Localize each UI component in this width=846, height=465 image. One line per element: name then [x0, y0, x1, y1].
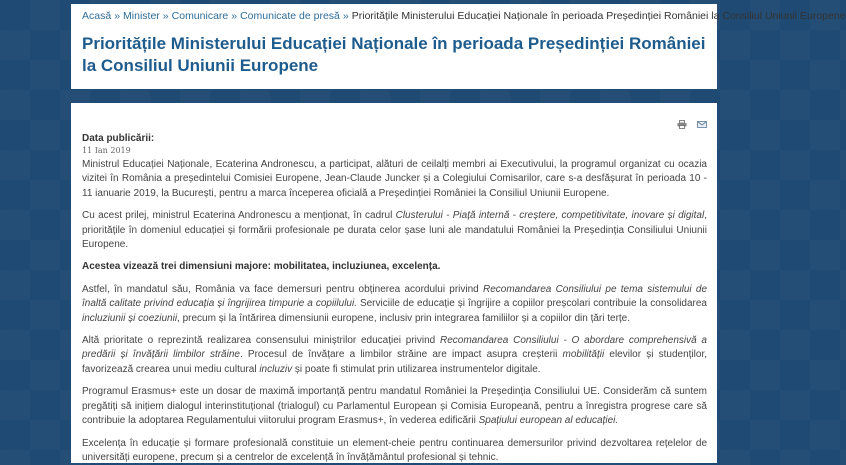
article-paragraph	[82, 209, 707, 252]
page-title: Prioritățile Ministerului Educației Naționale în perioada Președinției României la Consiliul Uniunii Europene	[82, 33, 706, 77]
article-card	[71, 103, 717, 463]
text-run: Programul Erasmus+ este un dosar de maximă importanță pentru mandatul României la Președinția Consiliului UE. Considerăm că suntem pregătiți să inițiem dialogul interinstituțional (trialogul) cu Parlamentul European și Comisia Europeană, pentru a înregistra progrese care să contribuie la adoptarea Regulamentului viitorului program Erasmus+, în vederea edificării	[82, 386, 707, 426]
text-run: Astfel, în mandatul său, România va face demersuri pentru obținerea acordului privind	[82, 284, 483, 295]
text-run: . Procesul de învățare a limbilor străine are impact asupra creșterii	[240, 349, 563, 360]
breadcrumb-separator: »	[231, 10, 237, 22]
published-label: Data publicării:	[82, 133, 707, 145]
article-paragraph	[82, 334, 707, 377]
emphasis-text: Spațiului european al educației.	[479, 415, 619, 426]
breadcrumb-separator: »	[163, 10, 169, 22]
text-run: Cu acest prilej, ministrul Ecaterina Andronescu a menționat, în cadrul	[82, 210, 396, 221]
emphasis-text: incluziv	[259, 364, 292, 375]
breadcrumb	[82, 9, 706, 23]
breadcrumb-separator: »	[114, 10, 120, 22]
article-paragraph: Ministrul Educației Naționale, Ecaterina Andronescu, a participat, alături de ceilalți membri ai Executivului, la programul organizat cu ocazia vizitei în România a președintelui Comisiei Europene, Jean-Claude Juncker și a Colegiului Comisarilor, care s-a desfășurat în perioada 10 - 11 ianuarie 2019, la București, pentru a marca începerea oficială a Președinției României la Consiliul Uniunii Europene.	[82, 158, 707, 201]
breadcrumb-comunicare-link[interactable]: Comunicare	[172, 10, 229, 22]
print-icon[interactable]	[677, 116, 687, 125]
article-tools	[677, 116, 707, 125]
breadcrumb-home-link[interactable]: Acasă	[82, 10, 111, 22]
text-run: Altă prioritate o reprezintă realizarea consensului miniștrilor educației privind	[82, 335, 440, 346]
emphasis-text: Recomandarea Consiliului pe tema sistemului de înaltă calitate privind educația și îngrijirea timpurie a copiilului.	[82, 284, 707, 309]
text-run: , precum și la întărirea dimensiunii europene, inclusiv prin integrarea familiilor și a copiilor din țări terțe.	[177, 313, 630, 324]
text-run: și poate fi stimulat prin utilizarea instrumentelor digitale.	[292, 364, 540, 375]
text-run: Serviciile de educație și îngrijire a copiilor preșcolari contribuie la consolidarea	[357, 298, 707, 309]
emphasis-text: mobilității	[563, 349, 605, 360]
page-header	[71, 4, 717, 89]
published-date: 11 Ian 2019	[82, 145, 707, 156]
breadcrumb-current: Prioritățile Ministerului Educației Naționale în perioada Președinției României la Consiliul Uniunii Europene	[352, 10, 846, 22]
email-icon[interactable]	[697, 116, 707, 125]
emphasis-text: Recomandarea Consiliului - O abordare comprehensivă a predării și învățării limbilor străine	[82, 335, 707, 360]
article-highlight: Acestea vizează trei dimensiuni majore: mobilitatea, incluziunea, excelența.	[82, 260, 707, 274]
breadcrumb-separator: »	[343, 10, 349, 22]
breadcrumb-comunicate-link[interactable]: Comunicate de presă	[240, 10, 340, 22]
article-paragraph	[82, 385, 707, 428]
text-run: , prioritățile în domeniul educației și formării profesionale pe durata celor șase luni ale mandatului României la Președinția Consiliului Uniunii Europene.	[82, 210, 707, 250]
breadcrumb-minister-link[interactable]: Minister	[123, 10, 160, 22]
article-paragraph	[82, 283, 707, 326]
article-paragraph: Excelența în educație și formare profesională constituie un element-cheie pentru continuarea demersurilor privind dezvoltarea rețelelor de universități europene, precum și a centrelor de excelență în învățământul profesional și tehnic.	[82, 437, 707, 465]
text-run: elevilor și studenților, favorizează crearea unui mediu cultural	[82, 349, 707, 374]
emphasis-text: incluziunii și coeziunii	[82, 313, 177, 324]
emphasis-text: Clusterului - Piață internă - creștere, competitivitate, inovare și digital	[396, 210, 705, 221]
